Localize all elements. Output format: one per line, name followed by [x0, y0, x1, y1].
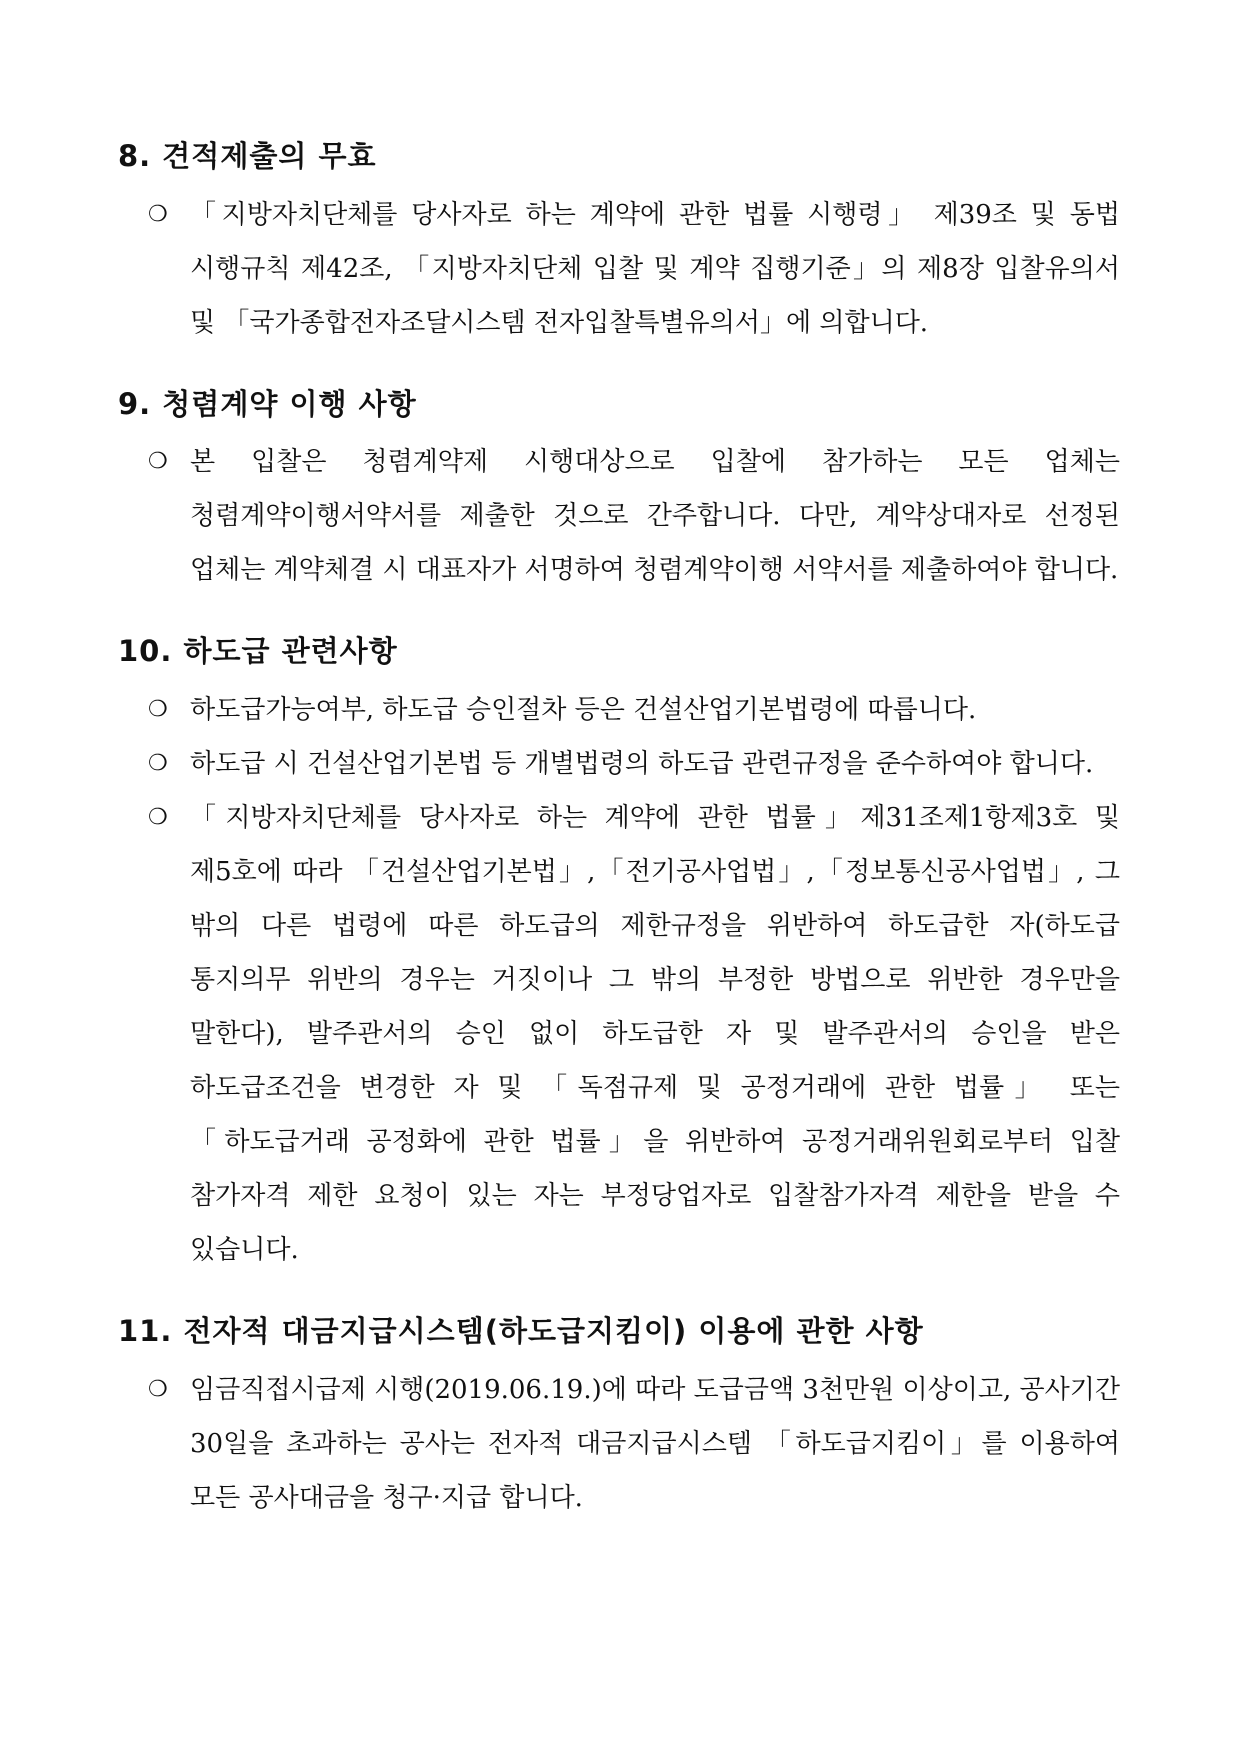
section-10 — [118, 633, 1120, 1277]
item-text: 임금직접시급제 시행(2019.06.19.)에 따라 도급금액 3천만원 이상이고, 공사기간 30일을 초과하는 공사는 전자적 대금지급시스템 「하도급지킴이」를 이용하여 모든 공사대금을 청구·지급 합니다. — [190, 1374, 1120, 1513]
circle-bullet-icon: ❍ — [148, 805, 168, 831]
section-8 — [118, 138, 1120, 350]
circle-bullet-icon: ❍ — [148, 449, 168, 475]
list-item — [118, 435, 1120, 597]
item-text: 본 입찰은 청렴계약제 시행대상으로 입찰에 참가하는 모든 업체는 청렴계약이행서약서를 제출한 것으로 간주합니다. 다만, 계약상대자로 선정된 업체는 계약체결 시 대표자가 서명하여 청렴계약이행 서약서를 제출하여야 합니다. — [190, 447, 1120, 586]
section-title: 10. 하도급 관련사항 — [118, 634, 398, 669]
circle-bullet-icon: ❍ — [148, 201, 168, 227]
circle-bullet-icon: ❍ — [148, 1376, 168, 1402]
circle-bullet-icon: ❍ — [148, 751, 168, 777]
list-item — [118, 188, 1120, 350]
section-title: 8. 견적제출의 무효 — [118, 139, 377, 173]
section-11 — [118, 1313, 1120, 1525]
list-item — [118, 683, 1120, 737]
circle-bullet-icon: ❍ — [148, 697, 168, 723]
list-item — [118, 737, 1120, 791]
list-item — [118, 1363, 1120, 1525]
section-title: 11. 전자적 대금지급시스템(하도급지킴이) 이용에 관한 사항 — [118, 1314, 924, 1349]
section-title: 9. 청렴계약 이행 사항 — [118, 386, 417, 421]
list-item — [118, 791, 1120, 1277]
item-text: 하도급 시 건설산업기본법 등 개별법령의 하도급 관련규정을 준수하여야 합니다. — [190, 749, 1094, 780]
item-text: 하도급가능여부, 하도급 승인절차 등은 건설산업기본법령에 따릅니다. — [190, 695, 977, 726]
item-text: 「지방자치단체를 당사자로 하는 계약에 관한 법률」제31조제1항제3호 및 제5호에 따라 「건설산업기본법」,「전기공사업법」,「정보통신공사업법」, 그 밖의 다른 법령에 따른 하도급의 제한규정을 위반하여 하도급한 자(하도급 통지의무 위반의 경우는 거짓이나 그 밖의 부정한 방법으로 위반한 경우만을 말한다), 발주관서의 승인 없이 하도급한 자 및 발주관서의 승인을 받은 하도급조건을 변경한 자 및 「독점규제 및 공정거래에 관한 법률」 또는 「하도급거래 공정화에 관한 법률」을 위반하여 공정거래위원회로부터 입찰 참가자격 제한 요청이 있는 자는 부정당업자로 입찰참가자격 제한을 받을 수 있습니다. — [190, 803, 1120, 1266]
section-9 — [118, 386, 1120, 598]
item-text: 「지방자치단체를 당사자로 하는 계약에 관한 법률 시행령」 제39조 및 동법 시행규칙 제42조, 「지방자치단체 입찰 및 계약 집행기준」의 제8장 입찰유의서 및 「국가종합전자조달시스템 전자입찰특별유의서」에 의합니다. — [190, 199, 1120, 338]
